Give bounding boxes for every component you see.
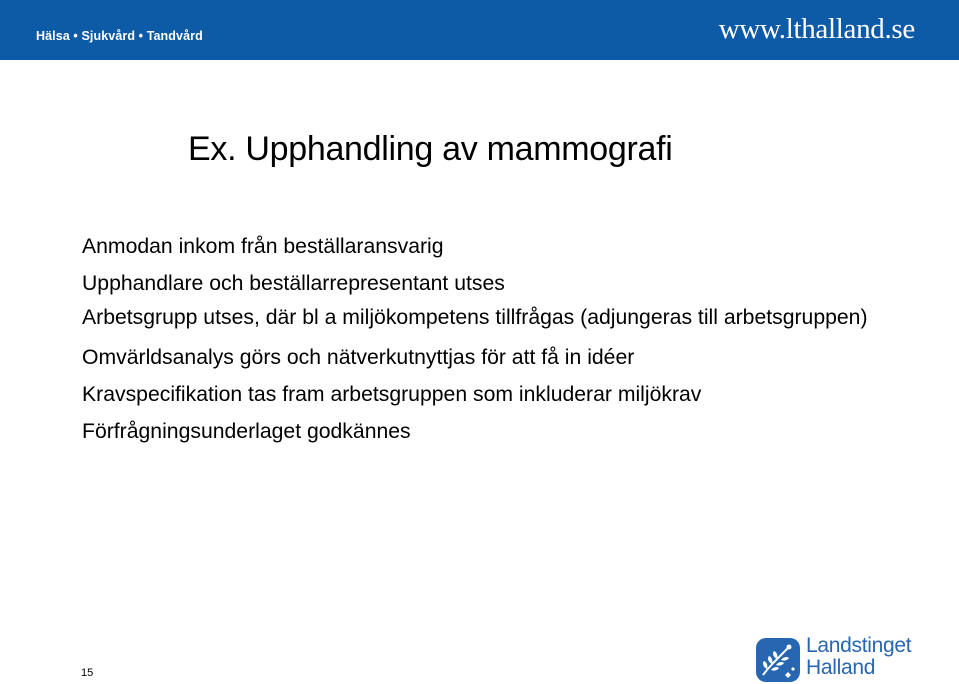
bullet-item: Anmodan inkom från beställaransvarig bbox=[82, 235, 444, 258]
landstinget-halland-logo bbox=[755, 633, 945, 681]
page-number: 15 bbox=[81, 667, 94, 679]
bullet-item: Förfrågningsunderlaget godkännes bbox=[82, 420, 411, 443]
header-bar bbox=[0, 0, 959, 60]
header-tagline: Hälsa • Sjukvård • Tandvård bbox=[36, 29, 203, 43]
logo-line1: Landstinget bbox=[806, 634, 912, 657]
bullet-item: Omvärldsanalys görs och nätverkutnyttjas för att få in idéer bbox=[82, 346, 635, 369]
bullet-item: Arbetsgrupp utses, där bl a miljökompetens tillfrågas (adjungeras till arbetsgruppen) bbox=[82, 306, 868, 329]
bullet-item: Kravspecifikation tas fram arbetsgruppen som inkluderar miljökrav bbox=[82, 383, 702, 406]
header-website-link[interactable]: www.lthalland.se bbox=[718, 13, 915, 45]
bullet-list bbox=[82, 228, 942, 450]
slide-title: Ex. Upphandling av mammografi bbox=[188, 130, 673, 168]
logo-line2: Halland bbox=[806, 656, 876, 679]
bullet-item: Upphandlare och beställarrepresentant utses bbox=[82, 272, 505, 295]
landstinget-halland-emblem-icon bbox=[755, 637, 801, 683]
logo-wordmark bbox=[806, 635, 911, 679]
